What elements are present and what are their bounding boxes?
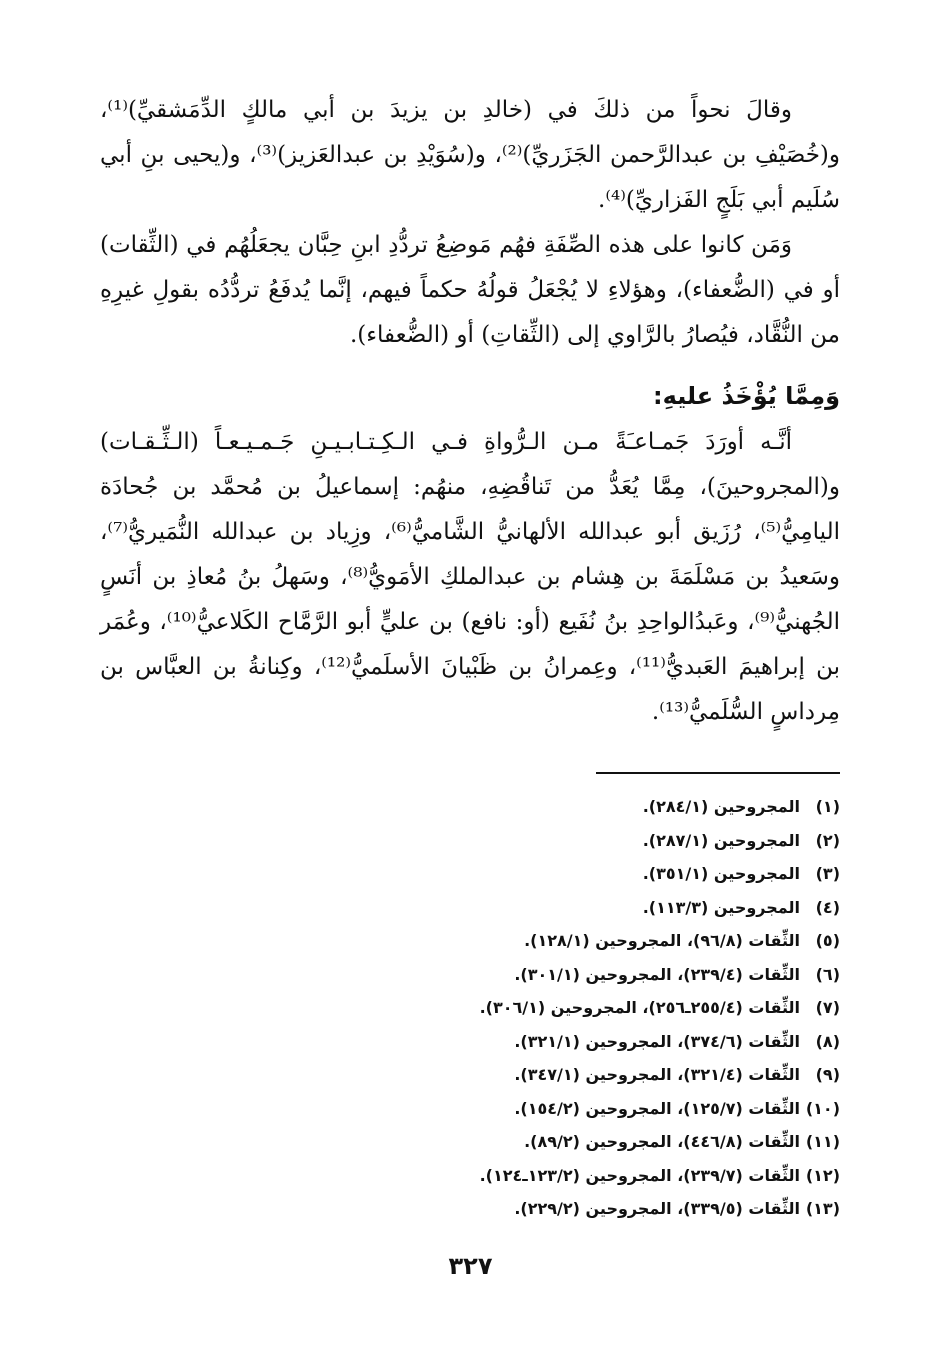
footnote-item: [380, 891, 840, 925]
footnote-item: [380, 1159, 840, 1193]
footnote-text: الثِّقات (١٢٥/٧)، المجروحين (١٥٤/٢).: [514, 1098, 800, 1118]
footnote-number: (١٠): [805, 1098, 840, 1118]
footnote-item: [380, 958, 840, 992]
footnote-item: [380, 1092, 840, 1126]
footnote-text: الثِّقات (٢٥٥/٤ـ٢٥٦)، المجروحين (٣٠٦/١).: [479, 998, 800, 1017]
footnote-number: (٢): [815, 830, 840, 850]
page-number: ٣٢٧: [448, 1252, 493, 1280]
footnote-item: [380, 824, 840, 858]
footnote-text: المجروحين (٢٨٧/١).: [642, 830, 800, 850]
footnote-number: (١٣): [805, 1199, 840, 1218]
footnote-item: [380, 790, 840, 824]
footnote-text: الثِّقات (٣٧٤/٦)، المجروحين (٣٢١/١).: [514, 1031, 800, 1051]
footnote-item: [380, 857, 840, 891]
footnote-number: (٥): [815, 931, 840, 950]
footnote-number: (٧): [815, 998, 840, 1017]
footnote-text: الثِّقات (٣٢١/٤)، المجروحين (٣٤٧/١).: [514, 1065, 800, 1084]
footnote-number: (١٢): [805, 1165, 840, 1185]
footnote-number: (١١): [805, 1132, 840, 1151]
footnote-number: (١): [815, 797, 840, 816]
footnote-item: [380, 1192, 840, 1226]
footnote-item: [380, 991, 840, 1025]
footnote-text: الثِّقات (٢٣٩/٤)، المجروحين (٣٠١/١).: [514, 964, 800, 984]
footnotes-list: [380, 790, 840, 1226]
footnote-number: (٨): [815, 1031, 840, 1051]
footnote-text: الثِّقات (٢٣٩/٧)، المجروحين (١٢٣/٢ـ١٢٤).: [479, 1165, 800, 1185]
paragraph-2: وَمَن كانوا على هذه الصِّفَةِ فهُم مَوضِعُ تردُّدِ ابنِ حِبَّان يجعَلُهُم في (الثِّقات) أو في (الضُّعفاء)، وهؤلاءِ لا يُجْعَلُ قولُهُ حكماً فيهم، إنَّما يُدفَعُ تردُّدُه بقولِ غيرِهِ من النُّقَّاد، فيُصارُ بالرَّاوي إلى (الثِّقاتِ) أو (الضُّعفاء).: [100, 232, 840, 348]
footnote-item: [380, 1025, 840, 1059]
footnote-number: (٩): [815, 1065, 840, 1084]
paragraph-1: وقالَ نحواً من ذلكَ في (خالدِ بن يزيدَ بن أبي مالكٍ الدِّمَشقيِّ)⁽¹⁾، و(خُصَيْفِ بن عبدالرَّحمن الجَزَريِّ)⁽²⁾، و(سُوَيْدِ بن عبدالعَزيز)⁽³⁾، و(يحيى بنِ أبي سُلَيم أبي بَلَجٍ الفَزاريِّ)⁽⁴⁾.: [100, 97, 840, 213]
footnote-text: المجروحين (٣٥١/١).: [642, 864, 800, 883]
footnote-number: (٤): [815, 897, 840, 917]
footnote-text: الثِّقات (٤٤٦/٨)، المجروحين (٨٩/٢).: [524, 1132, 800, 1151]
footnote-text: الثِّقات (٣٣٩/٥)، المجروحين (٢٢٩/٢).: [514, 1199, 800, 1218]
footnote-item: [380, 1125, 840, 1159]
footnote-text: المجروحين (٢٨٤/١).: [642, 797, 800, 816]
footnote-item: [380, 1058, 840, 1092]
footnote-divider: [596, 772, 840, 774]
main-text: [100, 88, 840, 735]
footnote-text: الثِّقات (٩٦/٨)، المجروحين (١٢٨/١).: [524, 931, 800, 950]
footnote-text: المجروحين (١١٣/٣).: [642, 897, 800, 917]
paragraph-3: أنَّـه أورَدَ جَمـاعـَةً مـن الـرُّواةِ فـي الـكِـتـابـيـنِ جَـمـيـعـاً (الـثِّـقـات) و(المجروحينَ)، مِمَّا يُعَدُّ من تَناقُضِهِ، منهُم: إسماعيلُ بن مُحمَّد بن جُحادَة اليامِيُّ⁽⁵⁾، رُزَيق أبو عبدالله الألهانيُّ الشَّاميُّ⁽⁶⁾، وزِياد بن عبدالله النُّمَيريُّ⁽⁷⁾، وسَعيدُ بن مَسْلَمَةَ بن هِشام بن عبدالملكِ الأمَويُّ⁽⁸⁾، وسَهلُ بنُ مُعاذِ بن أنَسٍ الجُهنيُّ⁽⁹⁾، وعَبدُالواحِدِ بنُ نُفَيع (أو: نافع) بن عليٍّ أبو الرَّمَّاح الكَلاعيُّ⁽¹⁰⁾، وعُمَر بن إبراهيمَ العَبديُّ⁽¹¹⁾، وعِمرانُ بن ظَبْيانَ الأسلَميُّ⁽¹²⁾، وكِنانةُ بن العبَّاس بن مِرداسٍ السُّلَميُّ⁽¹³⁾.: [100, 429, 841, 725]
footnote-item: [380, 924, 840, 958]
section-heading: وَمِمَّا يُؤْخَذُ عليهِ:: [653, 382, 840, 410]
footnote-number: (٣): [815, 864, 840, 883]
footnote-number: (٦): [815, 964, 840, 984]
